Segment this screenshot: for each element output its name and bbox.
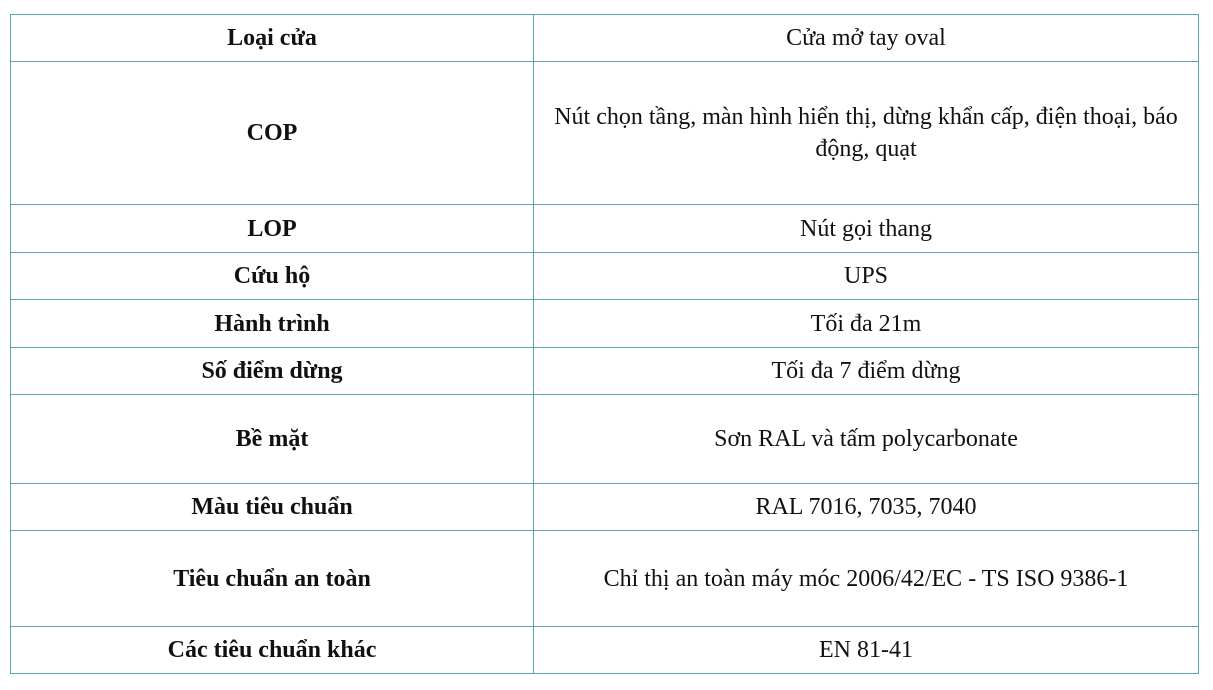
table-row	[11, 253, 1199, 300]
row-value: RAL 7016, 7035, 7040	[534, 484, 1199, 531]
row-label: Số điểm dừng	[11, 348, 534, 395]
table-row	[11, 62, 1199, 205]
row-value: UPS	[534, 253, 1199, 300]
table-row	[11, 395, 1199, 484]
row-label: LOP	[11, 205, 534, 253]
row-label: Loại cửa	[11, 15, 534, 62]
row-label: Bề mặt	[11, 395, 534, 484]
table-row	[11, 627, 1199, 674]
row-value: Nút chọn tầng, màn hình hiển thị, dừng khẩn cấp, điện thoại, báo động, quạt	[534, 62, 1199, 205]
specification-table	[10, 14, 1199, 674]
table-row	[11, 348, 1199, 395]
table-row	[11, 531, 1199, 627]
table-row	[11, 205, 1199, 253]
row-value: Cửa mở tay oval	[534, 15, 1199, 62]
row-label: Tiêu chuẩn an toàn	[11, 531, 534, 627]
row-value: Sơn RAL và tấm polycarbonate	[534, 395, 1199, 484]
row-label: Các tiêu chuẩn khác	[11, 627, 534, 674]
row-value: EN 81-41	[534, 627, 1199, 674]
row-value: Nút gọi thang	[534, 205, 1199, 253]
row-value: Chỉ thị an toàn máy móc 2006/42/EC - TS ISO 9386-1	[534, 531, 1199, 627]
table-row	[11, 300, 1199, 348]
row-value: Tối đa 21m	[534, 300, 1199, 348]
row-label: Cứu hộ	[11, 253, 534, 300]
row-label: COP	[11, 62, 534, 205]
table-row	[11, 484, 1199, 531]
row-value: Tối đa 7 điểm dừng	[534, 348, 1199, 395]
row-label: Hành trình	[11, 300, 534, 348]
table-row	[11, 15, 1199, 62]
row-label: Màu tiêu chuẩn	[11, 484, 534, 531]
